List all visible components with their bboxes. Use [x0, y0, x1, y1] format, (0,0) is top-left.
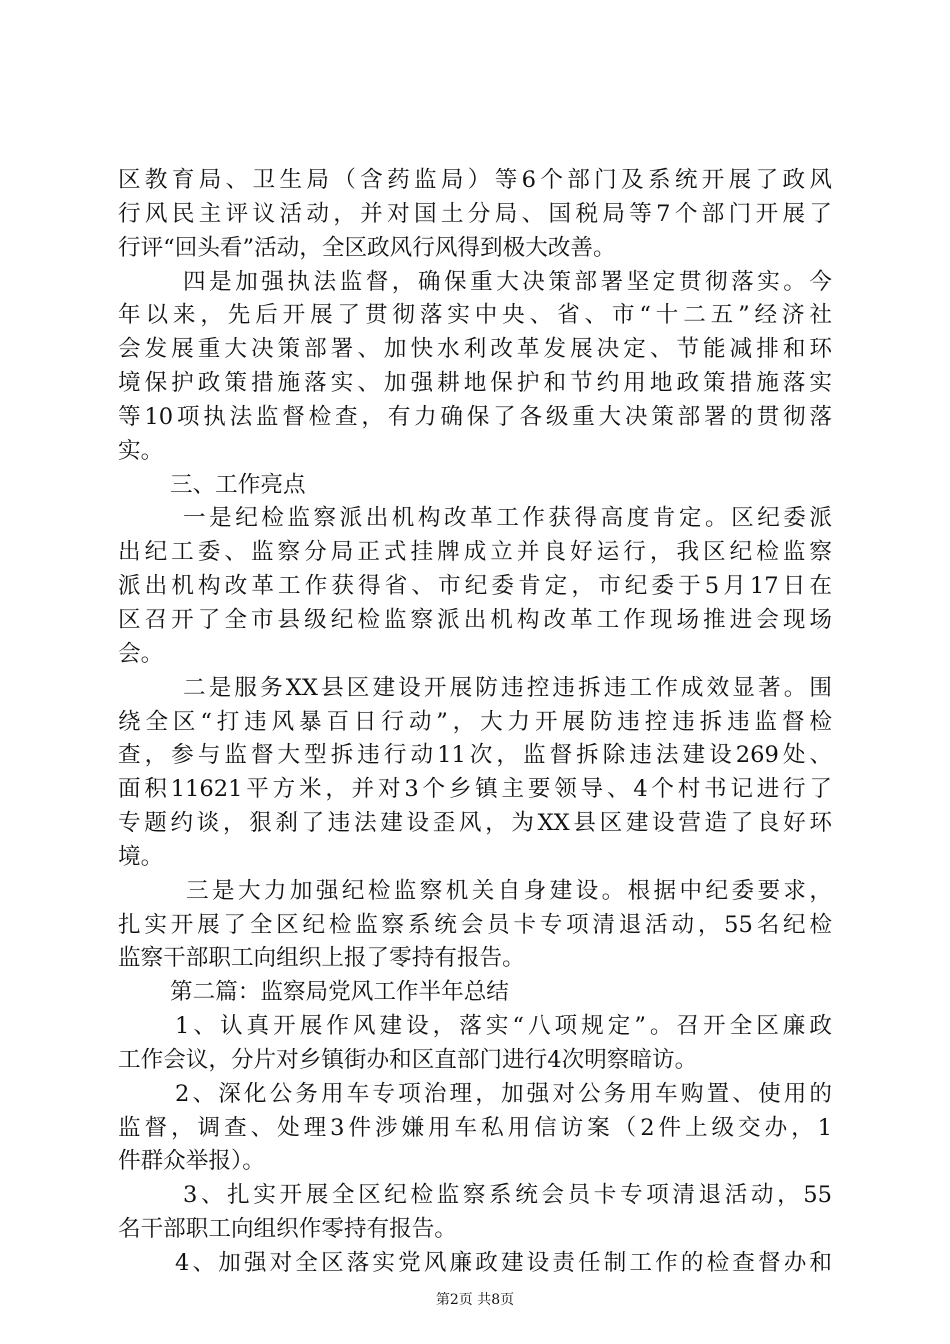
text-line: 工作会议，分片对乡镇街办和区直部门进行4次明察暗访。 [118, 1046, 698, 1073]
text-line: 扎实开展了全区纪检监察系统会员卡专项清退活动，55名纪检 [118, 911, 832, 938]
text-line: 1、认真开展作风建设，落实“八项规定”。召开全区廉政 [175, 1013, 832, 1040]
text-line: 一是纪检监察派出机构改革工作获得高度肯定。区纪委派 [183, 505, 832, 532]
page-footer: 第2页 共8页 [435, 1292, 515, 1308]
text-line: 绕全区“打违风暴百日行动”，大力开展防违控违拆违监督检 [118, 708, 832, 735]
section-heading: 三、工作亮点 [170, 471, 306, 498]
text-line: 监察干部职工向组织上报了零持有报告。 [118, 945, 525, 972]
text-line: 件群众举报）。 [118, 1148, 265, 1175]
text-line: 4、加强对全区落实党风廉政建设责任制工作的检查督办和 [175, 1250, 832, 1276]
text-line: 境保护政策措施落实、加强耕地保护和节约用地政策措施落实 [118, 370, 832, 397]
text-line: 四是加强执法监督，确保重大决策部署坚定贯彻落实。今 [183, 268, 832, 295]
text-line: 会。 [118, 640, 164, 667]
text-line: 专题约谈，狠刹了违法建设歪风，为XX县区建设营造了良好环 [118, 810, 832, 837]
text-line: 出纪工委、监察分局正式挂牌成立并良好运行，我区纪检监察 [118, 539, 832, 566]
text-line: 监督，调查、处理3件涉嫌用车私用信访案（2件上级交办，1 [118, 1114, 832, 1141]
text-line: 2、深化公务用车专项治理，加强对公务用车购置、使用的 [175, 1080, 832, 1107]
text-line: 派出机构改革工作获得省、市纪委肯定，市纪委于5月17日在 [118, 573, 832, 600]
text-line: 实。 [118, 437, 164, 464]
text-line: 查，参与监督大型拆违行动11次，监督拆除违法建设269处、 [118, 742, 832, 769]
text-line: 二是服务XX县区建设开展防违控违拆违工作成效显著。围 [183, 674, 832, 701]
text-line: 行风民主评议活动，并对国土分局、国税局等7个部门开展了 [118, 200, 832, 227]
text-line: 名干部职工向组织作零持有报告。 [118, 1216, 457, 1243]
text-line: 面积11621平方米，并对3个乡镇主要领导、4个村书记进行了 [118, 776, 832, 803]
text-line: 境。 [118, 843, 164, 870]
text-line: 行评“回头看”活动，全区政风行风得到极大改善。 [118, 234, 616, 261]
text-line: 3、扎实开展全区纪检监察系统会员卡专项清退活动，55 [183, 1182, 832, 1209]
text-line: 区召开了全市县级纪检监察派出机构改革工作现场推进会现场 [118, 606, 832, 633]
chapter-heading: 第二篇：监察局党风工作半年总结 [170, 979, 509, 1006]
text-line: 年以来，先后开展了贯彻落实中央、省、市“十二五”经济社 [118, 302, 832, 329]
text-line: 区教育局、卫生局（含药监局）等6个部门及系统开展了政风 [118, 167, 832, 193]
text-line: 会发展重大决策部署、加快水利改革发展决定、节能减排和环 [118, 336, 832, 363]
text-line: 等10项执法监督检查，有力确保了各级重大决策部署的贯彻落 [118, 403, 832, 430]
text-line: 三是大力加强纪检监察机关自身建设。根据中纪委要求， [186, 877, 832, 904]
